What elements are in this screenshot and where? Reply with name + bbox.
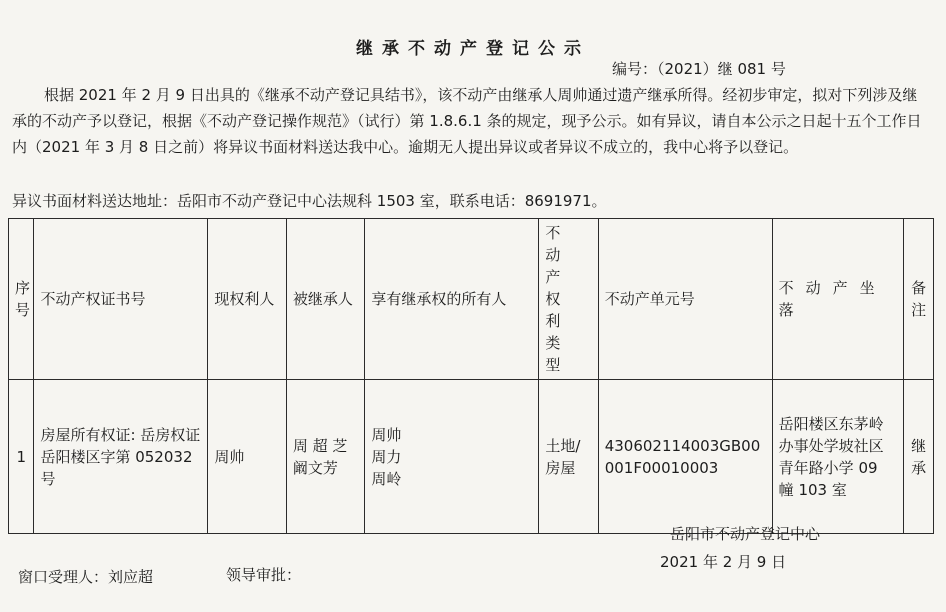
header-decedent: 被继承人 bbox=[286, 219, 364, 380]
objection-address: 异议书面材料送达地址：岳阳市不动产登记中心法规科 1503 室，联系电话：8691971。 bbox=[12, 192, 607, 210]
document-number: 编号：（2021）继 081 号 bbox=[612, 60, 786, 78]
document-title: 继承不动产登记公示 bbox=[356, 39, 590, 59]
header-right-type: 不动产权利类型 bbox=[539, 219, 598, 380]
issue-date: 2021 年 2 月 9 日 bbox=[660, 553, 787, 571]
leader-approval: 领导审批： bbox=[226, 566, 302, 584]
window-receiver: 窗口受理人：刘应超 bbox=[18, 568, 154, 586]
cell-unit-no: 430602114003GB00001F00010003 bbox=[598, 380, 772, 534]
cell-location: 岳阳楼区东茅岭办事处学坡社区青年路小学 09 幢 103 室 bbox=[772, 380, 904, 534]
header-unit-no: 不动产单元号 bbox=[598, 219, 772, 380]
cell-seq: 1 bbox=[9, 380, 34, 534]
cell-decedent bbox=[286, 380, 364, 534]
header-heirs: 享有继承权的所有人 bbox=[365, 219, 539, 380]
cell-cert: 房屋所有权证: 岳房权证岳阳楼区字第 052032 号 bbox=[34, 380, 208, 534]
notice-body: 根据 2021 年 2 月 9 日出具的《继承不动产登记具结书》，该不动产由继承人周帅通过遗产继承所得。经初步审定，拟对下列涉及继承的不动产予以登记，根据《不动产登记操作规范》（试行）第 1.8.6.1 条的规定，现予公示。如有异议，请自本公示之日起十五个工作日内（2021 年 3 月 8 日之前）将异议书面材料送达我中心。逾期无人提出异议或者异议不成立的，我中心将予以登记。 bbox=[12, 86, 922, 156]
registration-table bbox=[8, 218, 934, 534]
table-header-row bbox=[9, 219, 934, 380]
decedent-name-2: 阚文芳 bbox=[292, 458, 338, 477]
header-cert: 不动产权证书号 bbox=[34, 219, 208, 380]
decedent-name-1: 周 超 芝 bbox=[292, 436, 348, 455]
heir-name-1: 周帅 bbox=[371, 425, 402, 444]
header-seq: 序号 bbox=[9, 219, 34, 380]
issuing-organization: 岳阳市不动产登记中心 bbox=[670, 525, 821, 543]
cell-right-type: 土地/房屋 bbox=[539, 380, 598, 534]
header-owner: 现权利人 bbox=[208, 219, 286, 380]
heir-name-2: 周力 bbox=[371, 447, 402, 466]
cell-owner: 周帅 bbox=[208, 380, 286, 534]
header-note: 备注 bbox=[904, 219, 934, 380]
heir-name-3: 周岭 bbox=[371, 469, 402, 488]
table-row bbox=[9, 380, 934, 534]
cell-note: 继承 bbox=[904, 380, 934, 534]
cell-heirs bbox=[365, 380, 539, 534]
header-location: 不动产坐落 bbox=[772, 219, 904, 380]
